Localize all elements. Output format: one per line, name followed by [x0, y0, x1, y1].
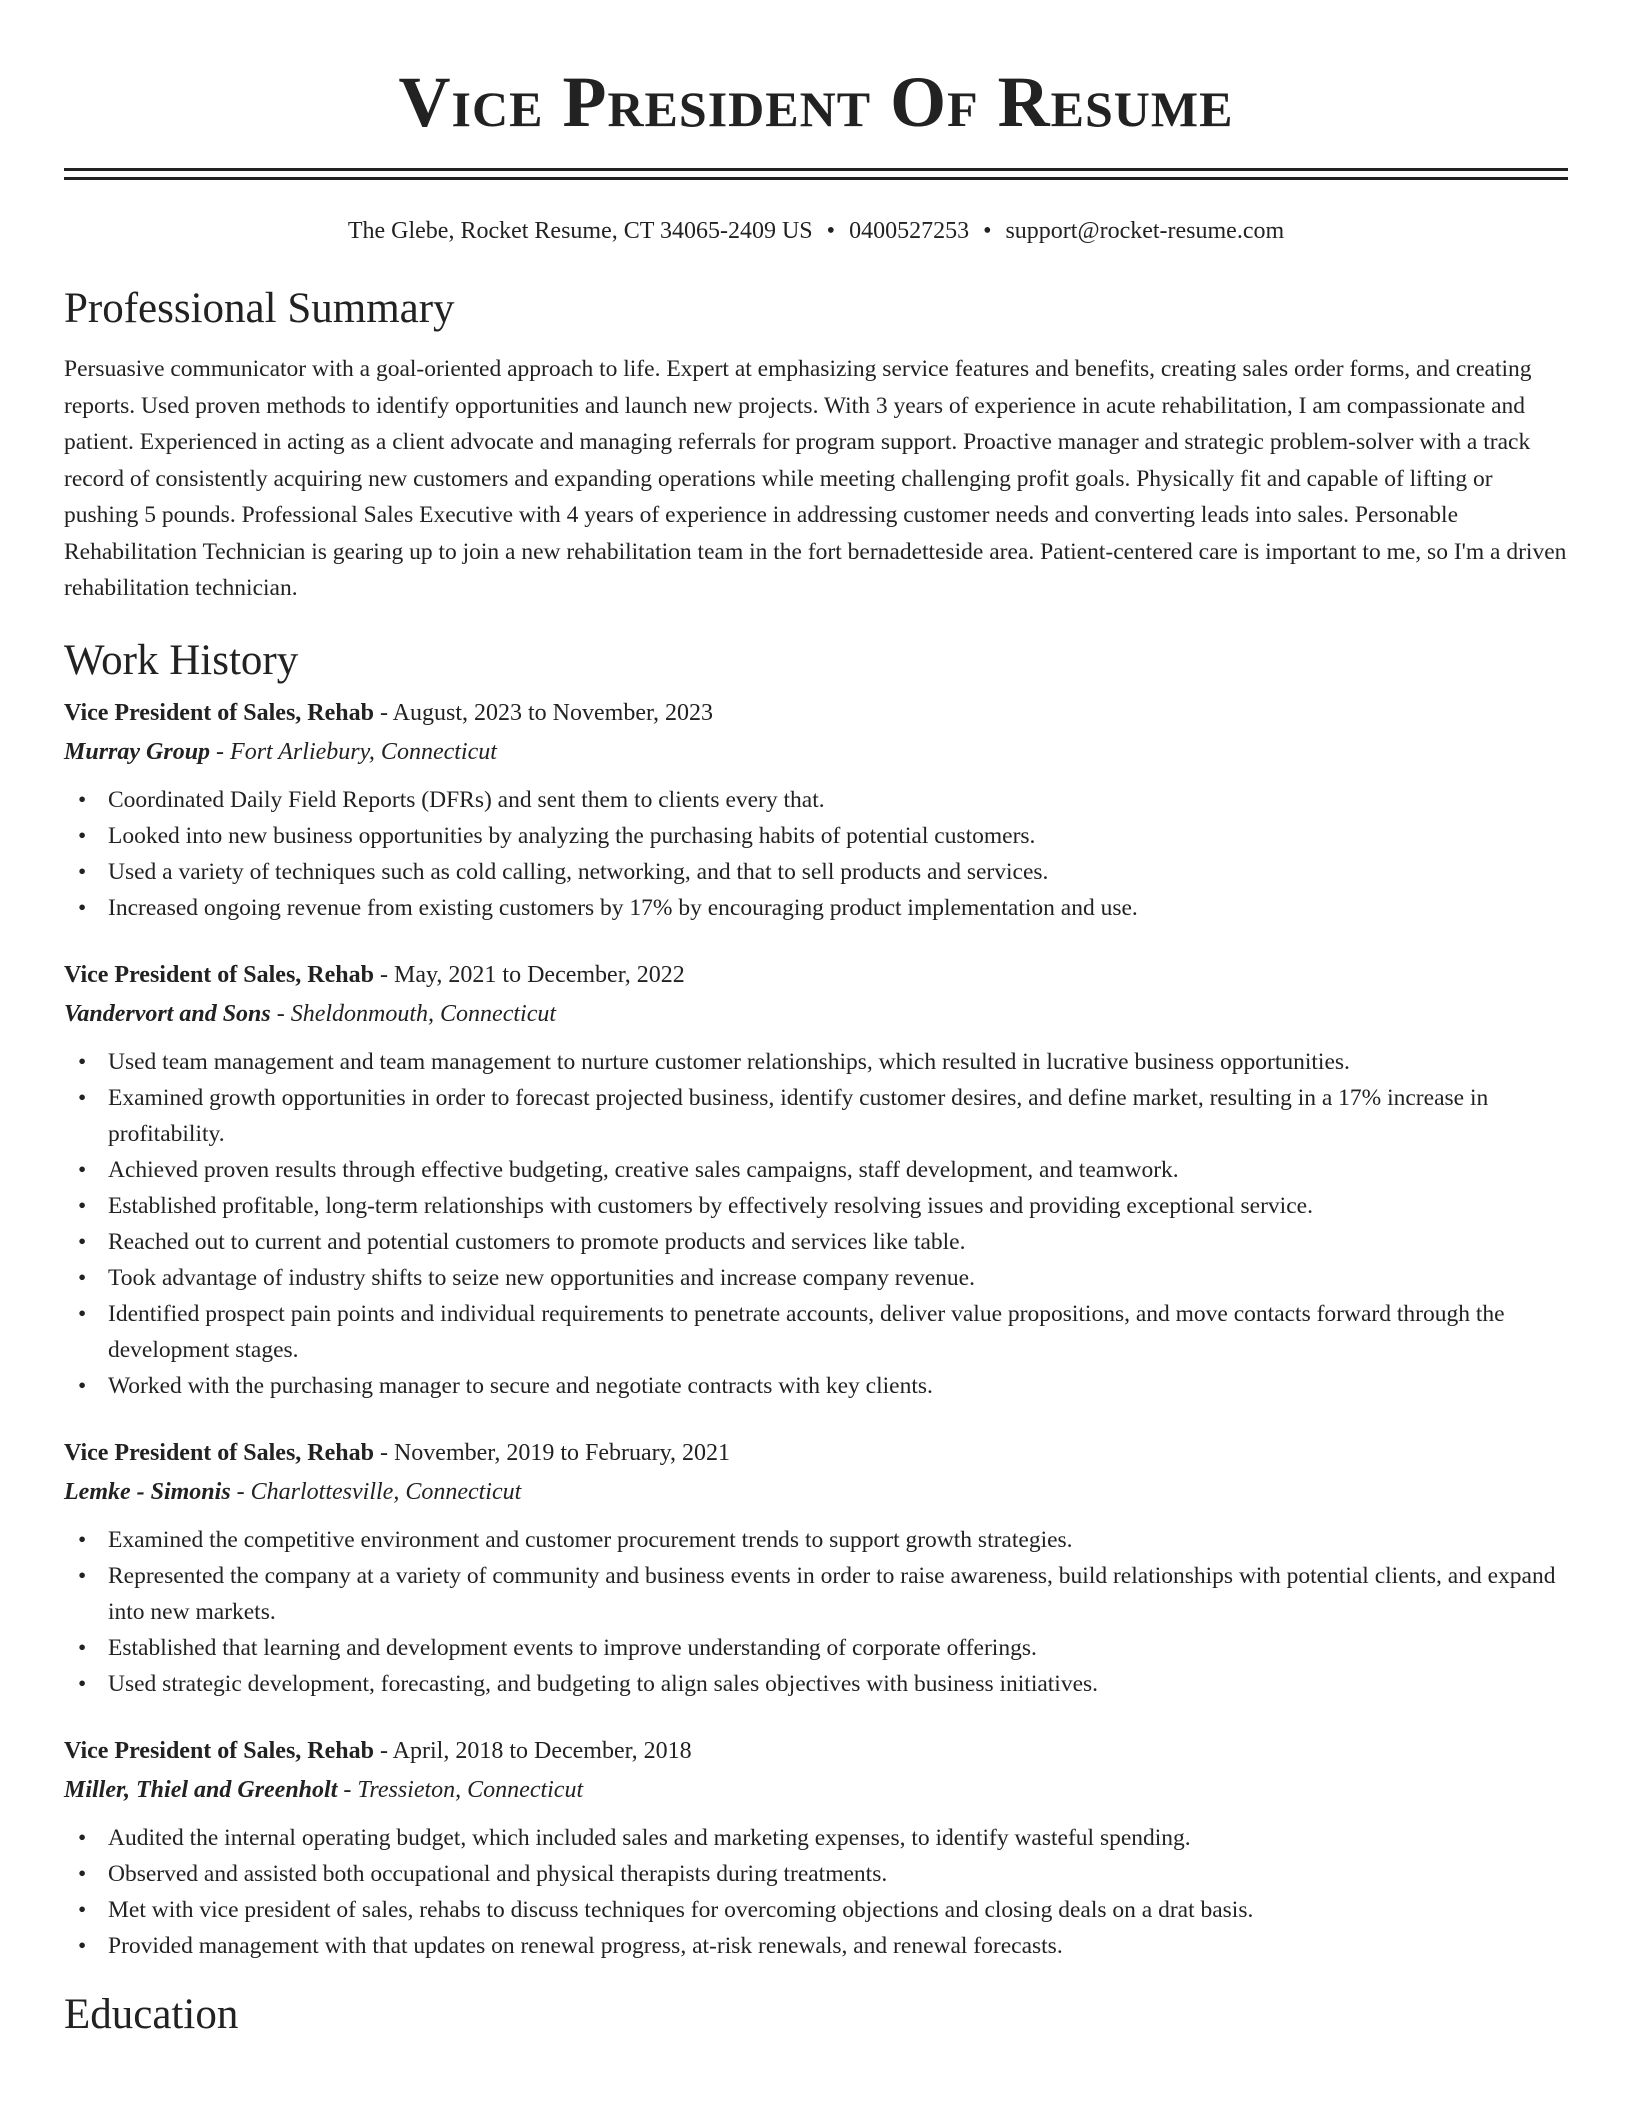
job-bullet: • Used a variety of techniques such as cold calling, networking, and that to sell products and services.: [108, 854, 1568, 890]
job-bullet: • Examined the competitive environment and customer procurement trends to support growth strategies.: [108, 1522, 1568, 1558]
contact-phone: 0400527253: [849, 218, 970, 244]
job-bullet: • Established that learning and development events to improve understanding of corporate offerings.: [108, 1630, 1568, 1666]
work-history-list: [64, 694, 1568, 1964]
job-dates: - April, 2018 to December, 2018: [373, 1737, 692, 1764]
job-entry: [64, 1434, 1568, 1702]
job-role: Vice President of Sales, Rehab: [64, 1439, 374, 1466]
job-company-line: [64, 994, 1568, 1034]
job-bullet: • Represented the company at a variety of community and business events in order to raise awareness, build relationships with potential clients, and expand into new markets.: [108, 1558, 1568, 1630]
job-bullet: • Used team management and team management to nurture customer relationships, which resulted in lucrative business opportunities.: [108, 1044, 1568, 1080]
job-bullet: • Took advantage of industry shifts to seize new opportunities and increase company revenue.: [108, 1260, 1568, 1296]
job-entry: [64, 694, 1568, 926]
contact-email: support@rocket-resume.com: [1005, 218, 1285, 244]
job-company-line: [64, 732, 1568, 772]
work-history-heading: Work History: [64, 636, 299, 684]
job-bullet: • Identified prospect pain points and individual requirements to penetrate accounts, deliver value propositions, and move contacts forward through the development stages.: [108, 1296, 1568, 1368]
summary-heading: Professional Summary: [64, 285, 455, 332]
summary-text: Persuasive communicator with a goal-oriented approach to life. Expert at emphasizing service features and benefits, creating sales order forms, and creating reports. Used proven methods to identify opportunities and launch new projects. With 3 years of experience in acute rehabilitation, I am compassionate and patient. Experienced in acting as a client advocate and managing referrals for program support. Proactive manager and strategic problem-solver with a track record of consistently acquiring new customers and expanding operations while meeting challenging profit goals. Physically fit and capable of lifting or pushing 5 pounds. Professional Sales Executive with 4 years of experience in addressing customer needs and converting leads into sales. Personable Rehabilitation Technician is gearing up to join a new rehabilitation team in the fort bernadetteside area. Patient-centered care is important to me, so I'm a driven rehabilitation technician.: [64, 356, 1567, 601]
job-dates: - May, 2021 to December, 2022: [373, 961, 685, 988]
job-role: Vice President of Sales, Rehab: [64, 1737, 374, 1764]
contact-address: The Glebe, Rocket Resume, CT 34065-2409 US: [347, 218, 813, 244]
contact-line: [64, 216, 1568, 246]
job-bullet-list: [64, 782, 1568, 926]
job-title-line: [64, 694, 1568, 732]
header-rule-thin: [64, 177, 1568, 180]
job-location: - Sheldonmouth, Connecticut: [270, 1000, 557, 1027]
job-location: - Fort Arliebury, Connecticut: [210, 738, 497, 765]
job-bullet-list: [64, 1820, 1568, 1964]
contact-separator: •: [826, 218, 836, 244]
job-company-line: [64, 1472, 1568, 1512]
job-role: Vice President of Sales, Rehab: [64, 699, 374, 726]
job-bullet: • Established profitable, long-term relationships with customers by effectively resolving issues and providing exceptional service.: [108, 1188, 1568, 1224]
job-company-line: [64, 1770, 1568, 1810]
job-bullet: • Observed and assisted both occupational and physical therapists during treatments.: [108, 1856, 1568, 1892]
job-bullet: • Increased ongoing revenue from existing customers by 17% by encouraging product implementation and use.: [108, 890, 1568, 926]
job-location: - Tressieton, Connecticut: [337, 1776, 584, 1803]
resume-page: [64, 0, 1568, 2040]
job-bullet: • Met with vice president of sales, rehabs to discuss techniques for overcoming objections and closing deals on a drat basis.: [108, 1892, 1568, 1928]
job-entry: [64, 1732, 1568, 1964]
job-role: Vice President of Sales, Rehab: [64, 961, 374, 988]
job-bullet: • Audited the internal operating budget, which included sales and marketing expenses, to identify wasteful spending.: [108, 1820, 1568, 1856]
job-company: Lemke - Simonis: [64, 1478, 231, 1505]
job-bullet: • Coordinated Daily Field Reports (DFRs) and sent them to clients every that.: [108, 782, 1568, 818]
job-bullet: • Looked into new business opportunities by analyzing the purchasing habits of potential customers.: [108, 818, 1568, 854]
job-company: Miller, Thiel and Greenholt: [64, 1776, 338, 1803]
job-title-line: [64, 1434, 1568, 1472]
job-dates: - November, 2019 to February, 2021: [373, 1439, 731, 1466]
job-company: Murray Group: [64, 738, 211, 765]
job-bullet-list: [64, 1522, 1568, 1702]
job-bullet: • Used strategic development, forecasting, and budgeting to align sales objectives with business initiatives.: [108, 1666, 1568, 1702]
job-bullet: • Achieved proven results through effective budgeting, creative sales campaigns, staff development, and teamwork.: [108, 1152, 1568, 1188]
job-dates: - August, 2023 to November, 2023: [373, 699, 713, 726]
job-location: - Charlottesville, Connecticut: [230, 1478, 522, 1505]
job-entry: [64, 956, 1568, 1404]
job-bullet: • Examined growth opportunities in order to forecast projected business, identify customer desires, and define market, resulting in a 17% increase in profitability.: [108, 1080, 1568, 1152]
job-bullet-list: [64, 1044, 1568, 1404]
job-bullet: • Provided management with that updates on renewal progress, at-risk renewals, and renewal forecasts.: [108, 1928, 1568, 1964]
job-company: Vandervort and Sons: [64, 1000, 271, 1027]
job-bullet: • Worked with the purchasing manager to secure and negotiate contracts with key clients.: [108, 1368, 1568, 1404]
job-title-line: [64, 1732, 1568, 1770]
job-bullet: • Reached out to current and potential customers to promote products and services like table.: [108, 1224, 1568, 1260]
job-title-line: [64, 956, 1568, 994]
education-heading: Education: [64, 1990, 239, 2038]
resume-name: Vice President Of Resume: [398, 62, 1234, 142]
contact-separator: •: [983, 218, 992, 244]
